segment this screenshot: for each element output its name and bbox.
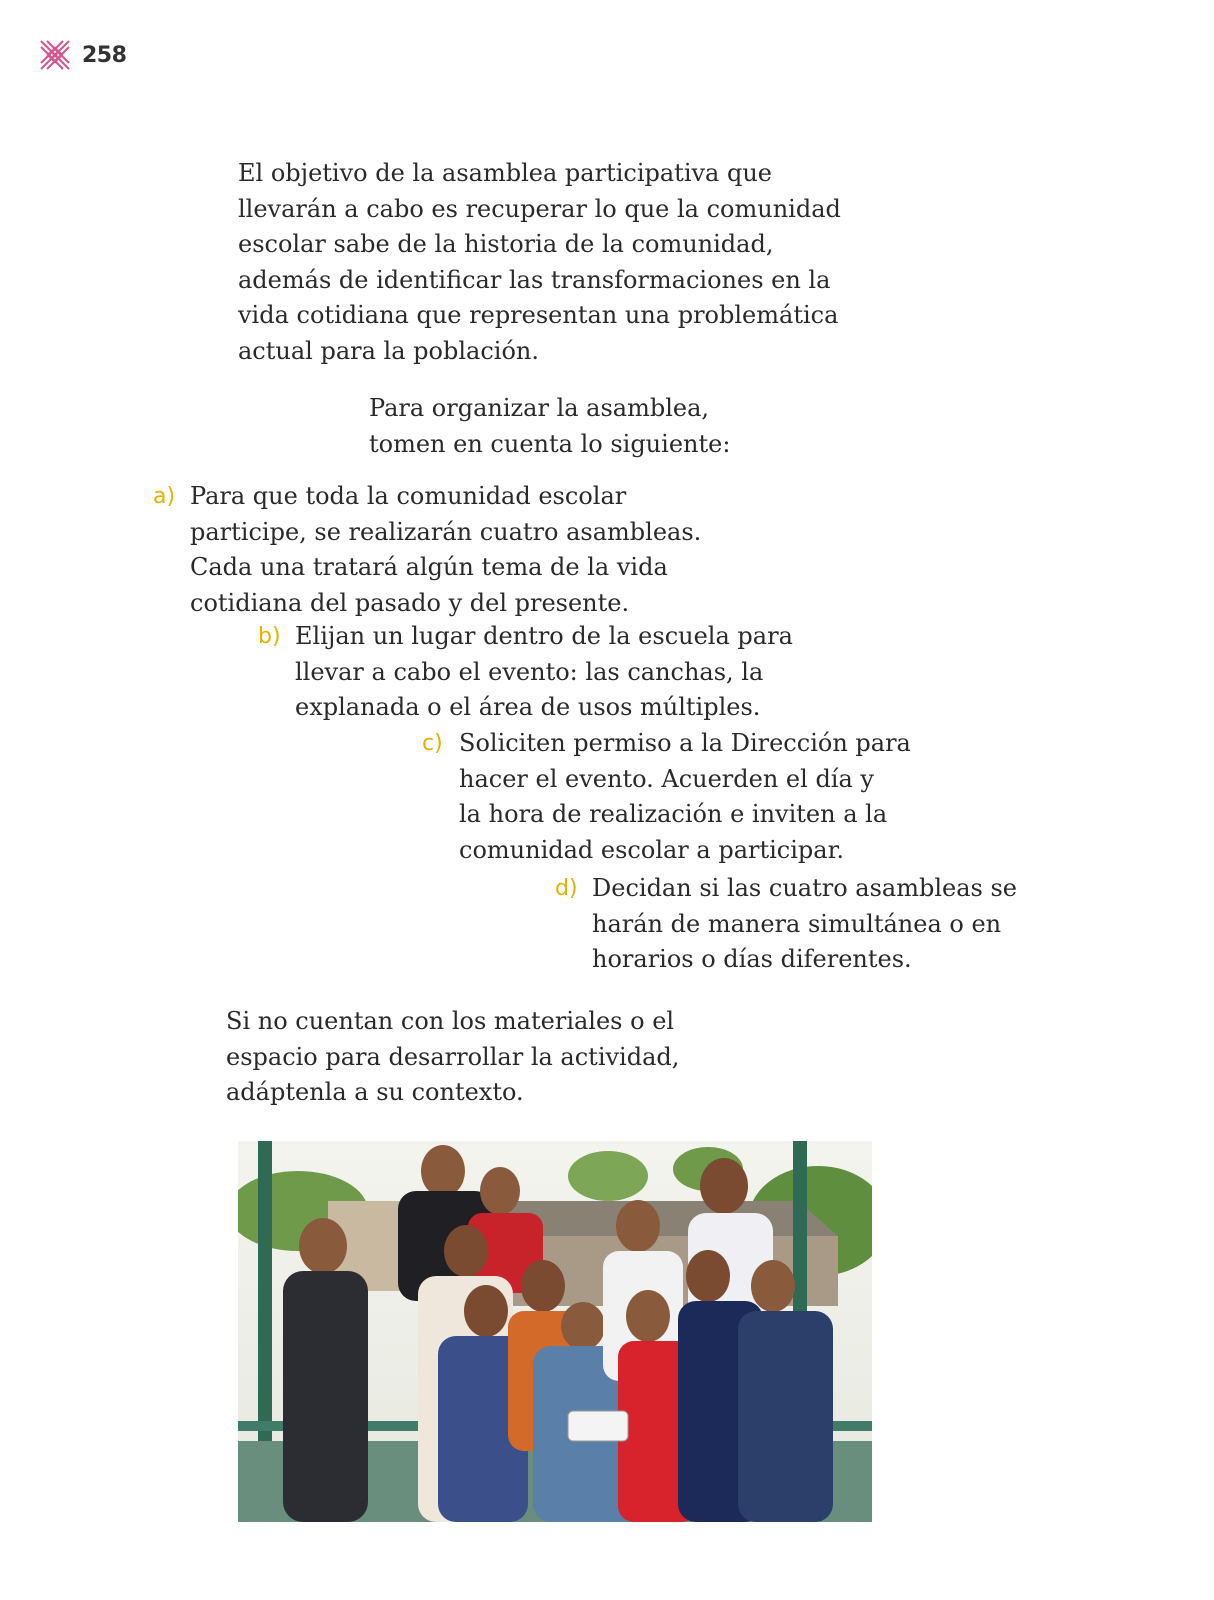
page-number: 258: [82, 42, 127, 68]
group-photo: [238, 1141, 872, 1522]
text-line: espacio para desarrollar la actividad,: [226, 1042, 680, 1071]
text-line: además de identificar las transformaciones en la: [238, 265, 831, 294]
text-line: Cada una tratará algún tema de la vida: [190, 553, 668, 581]
intro-paragraph: [238, 156, 841, 369]
text-line: llevarán a cabo es recuperar lo que la comunidad: [238, 194, 841, 223]
text-line: Soliciten permiso a la Dirección para: [459, 729, 911, 757]
list-item-a: [153, 479, 702, 621]
text-line: Para organizar la asamblea,: [369, 394, 710, 422]
text-line: horarios o días diferentes.: [592, 945, 912, 973]
note-paragraph: [226, 1004, 679, 1111]
text-line: tomen en cuenta lo siguiente:: [369, 429, 731, 458]
text-line: Decidan si las cuatro asambleas se: [592, 874, 1017, 902]
group-photo-illustration: [238, 1141, 872, 1522]
page-header: [38, 38, 126, 72]
woven-star-icon: [38, 38, 72, 72]
text-line: harán de manera simultánea o en: [592, 909, 1002, 938]
text-line: participe, se realizarán cuatro asambleas.: [190, 517, 702, 546]
list-letter: c): [422, 731, 443, 756]
text-line: llevar a cabo el evento: las canchas, la: [295, 657, 764, 686]
list-item-d: [555, 871, 1017, 978]
list-letter: a): [153, 484, 176, 509]
list-item-c: [422, 726, 911, 868]
list-letter: b): [258, 624, 281, 649]
lead-paragraph: [369, 391, 730, 462]
text-line: vida cotidiana que representan una problemática: [238, 301, 839, 329]
text-line: Elijan un lugar dentro de la escuela para: [295, 622, 793, 650]
text-line: Si no cuentan con los materiales o el: [226, 1007, 675, 1035]
text-line: explanada o el área de usos múltiples.: [295, 693, 761, 721]
text-line: Para que toda la comunidad escolar: [190, 482, 627, 510]
text-line: cotidiana del pasado y del presente.: [190, 588, 630, 617]
text-line: El objetivo de la asamblea participativa que: [238, 159, 773, 187]
text-line: escolar sabe de la historia de la comunidad,: [238, 230, 774, 258]
text-line: comunidad escolar a participar.: [459, 835, 845, 864]
list-letter: d): [555, 876, 578, 901]
text-line: adáptenla a su contexto.: [226, 1078, 524, 1106]
text-line: actual para la población.: [238, 336, 539, 365]
text-line: la hora de realización e inviten a la: [459, 800, 888, 828]
list-item-b: [258, 619, 793, 726]
text-line: hacer el evento. Acuerden el día y: [459, 764, 874, 793]
